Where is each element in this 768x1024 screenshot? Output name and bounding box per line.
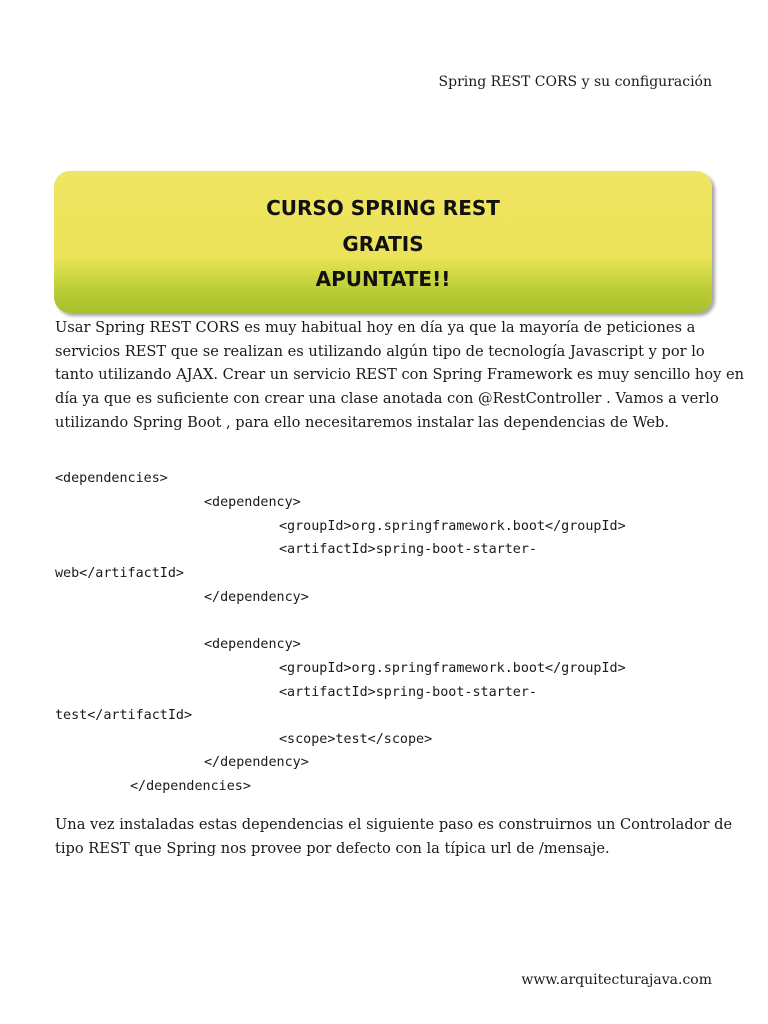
document-header-title: Spring REST CORS y su configuración bbox=[438, 74, 712, 90]
outro-line: tipo REST que Spring nos provee por defecto con la típica url de /mensaje. bbox=[55, 839, 610, 857]
footer-website-link[interactable]: www.arquitecturajava.com bbox=[521, 972, 712, 988]
code-line: </dependency> bbox=[204, 755, 309, 770]
code-line: web</artifactId> bbox=[55, 566, 184, 581]
intro-line: tanto utilizando AJAX. Crear un servicio REST con Spring Framework es muy sencillo hoy en bbox=[55, 366, 744, 384]
banner-line-free: GRATIS bbox=[342, 232, 424, 256]
outro-line: Una vez instaladas estas dependencias el siguiente paso es construirnos un Controlador de bbox=[55, 816, 733, 833]
code-line: </dependencies> bbox=[130, 779, 251, 794]
intro-line: utilizando Spring Boot , para ello necesitaremos instalar las dependencias de Web. bbox=[55, 413, 669, 431]
outro-paragraph bbox=[55, 813, 733, 860]
code-line: <dependencies> bbox=[55, 471, 168, 486]
code-line: <groupId>org.springframework.boot</groupId> bbox=[279, 661, 626, 676]
code-line: </dependency> bbox=[204, 590, 309, 605]
intro-paragraph bbox=[55, 316, 744, 435]
code-line: <groupId>org.springframework.boot</groupId> bbox=[279, 519, 626, 534]
code-line: <artifactId>spring-boot-starter- bbox=[279, 685, 537, 700]
banner-line-signup: APUNTATE!! bbox=[315, 267, 451, 291]
intro-line: servicios REST que se realizan es utilizando algún tipo de tecnología Javascript y por lo bbox=[55, 342, 705, 360]
code-line: <scope>test</scope> bbox=[279, 732, 433, 747]
code-line: <artifactId>spring-boot-starter- bbox=[279, 542, 537, 557]
intro-line: Usar Spring REST CORS es muy habitual hoy en día ya que la mayoría de peticiones a bbox=[55, 319, 696, 336]
intro-line: día ya que es suficiente con crear una clase anotada con @RestController . Vamos a verlo bbox=[55, 390, 719, 408]
code-line: <dependency> bbox=[204, 495, 301, 510]
code-line: <dependency> bbox=[204, 637, 301, 652]
course-promo-banner[interactable] bbox=[54, 171, 712, 313]
code-line: test</artifactId> bbox=[55, 708, 193, 723]
banner-line-course: CURSO SPRING REST bbox=[266, 196, 500, 220]
